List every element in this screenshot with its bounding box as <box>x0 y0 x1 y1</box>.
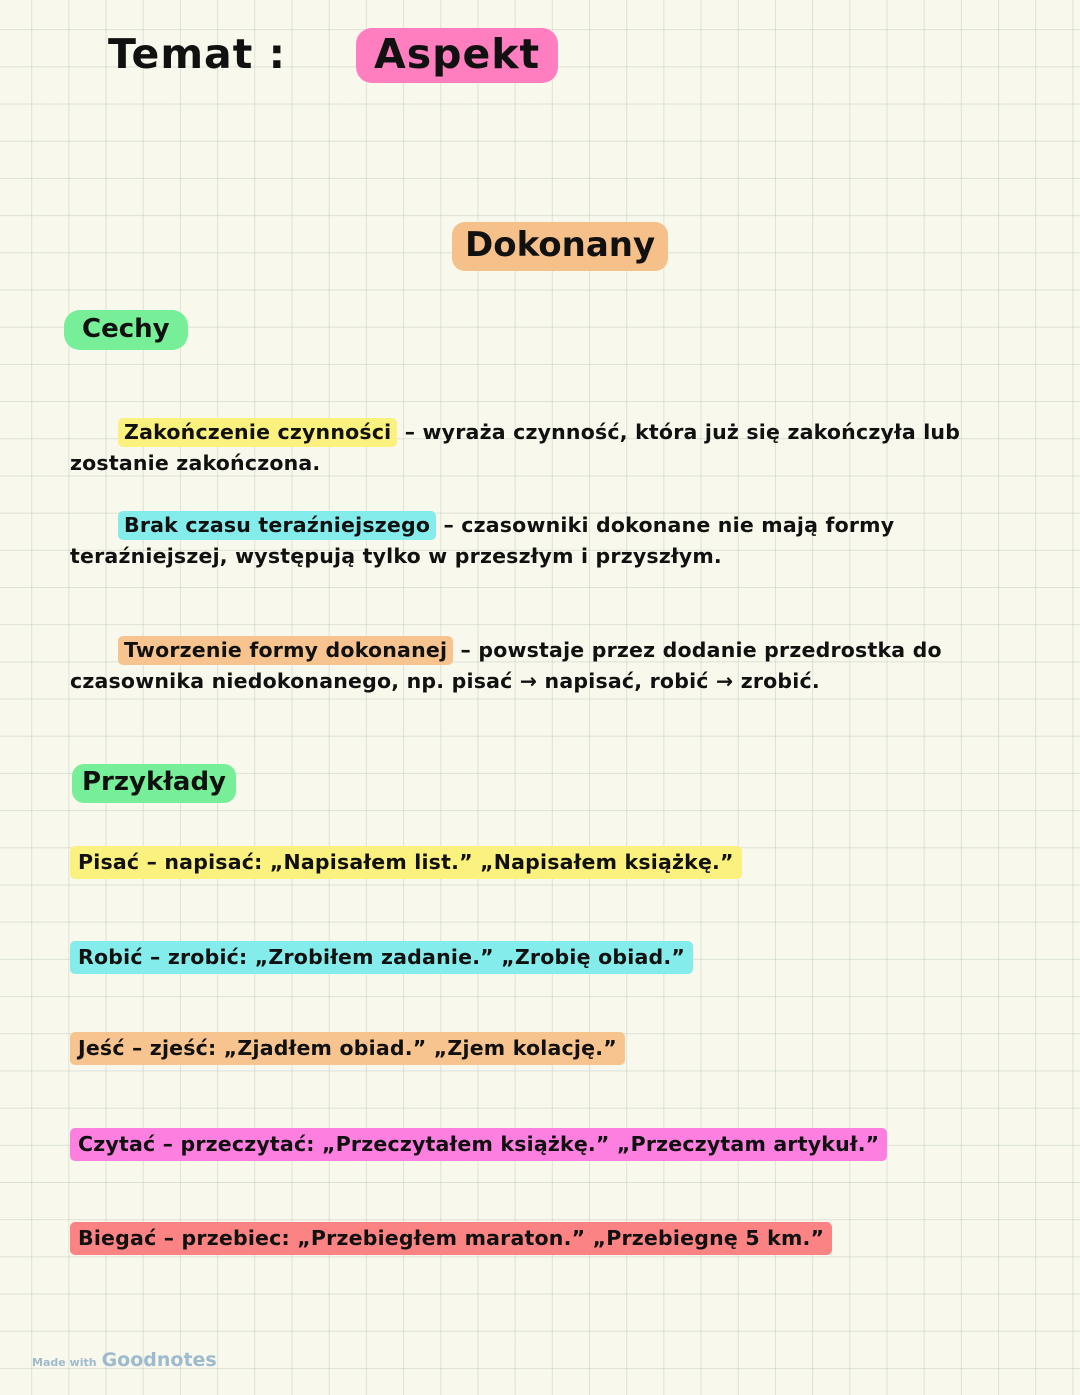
feature-lead: Brak czasu teraźniejszego <box>118 511 436 540</box>
section-heading: Dokonany <box>452 222 668 271</box>
watermark-made-with: Made with <box>32 1356 97 1369</box>
feature-paragraph <box>70 510 1000 572</box>
topic-label: Temat : <box>108 30 286 78</box>
example-item: Jeść – zjeść: „Zjadłem obiad.” „Zjem kolację.” <box>70 1032 625 1065</box>
goodnotes-watermark <box>32 1349 217 1371</box>
feature-rest: – wyraża czynność, która już się zakończyła lub zostanie zakończona. <box>70 419 961 475</box>
feature-paragraph <box>70 417 1000 479</box>
example-item: Biegać – przebiec: „Przebiegłem maraton.” „Przebiegnę 5 km.” <box>70 1222 832 1255</box>
feature-lead: Zakończenie czynności <box>118 418 397 447</box>
features-heading: Cechy <box>64 310 188 350</box>
watermark-brand: Goodnotes <box>101 1349 217 1371</box>
examples-heading: Przykłady <box>72 764 236 803</box>
feature-rest: – czasowniki dokonane nie mają formy teraźniejszej, występują tylko w przeszłym i przyszłym. <box>70 512 895 568</box>
example-item: Robić – zrobić: „Zrobiłem zadanie.” „Zrobię obiad.” <box>70 941 693 974</box>
title-row <box>108 28 558 83</box>
topic-value: Aspekt <box>356 28 558 83</box>
feature-paragraph <box>70 635 1000 697</box>
example-item: Czytać – przeczytać: „Przeczytałem książkę.” „Przeczytam artykuł.” <box>70 1128 887 1161</box>
feature-lead: Tworzenie formy dokonanej <box>118 636 453 665</box>
example-item: Pisać – napisać: „Napisałem list.” „Napisałem książkę.” <box>70 846 742 879</box>
feature-rest: – powstaje przez dodanie przedrostka do czasownika niedokonanego, np. pisać → napisać, robić → zrobić. <box>70 637 942 693</box>
